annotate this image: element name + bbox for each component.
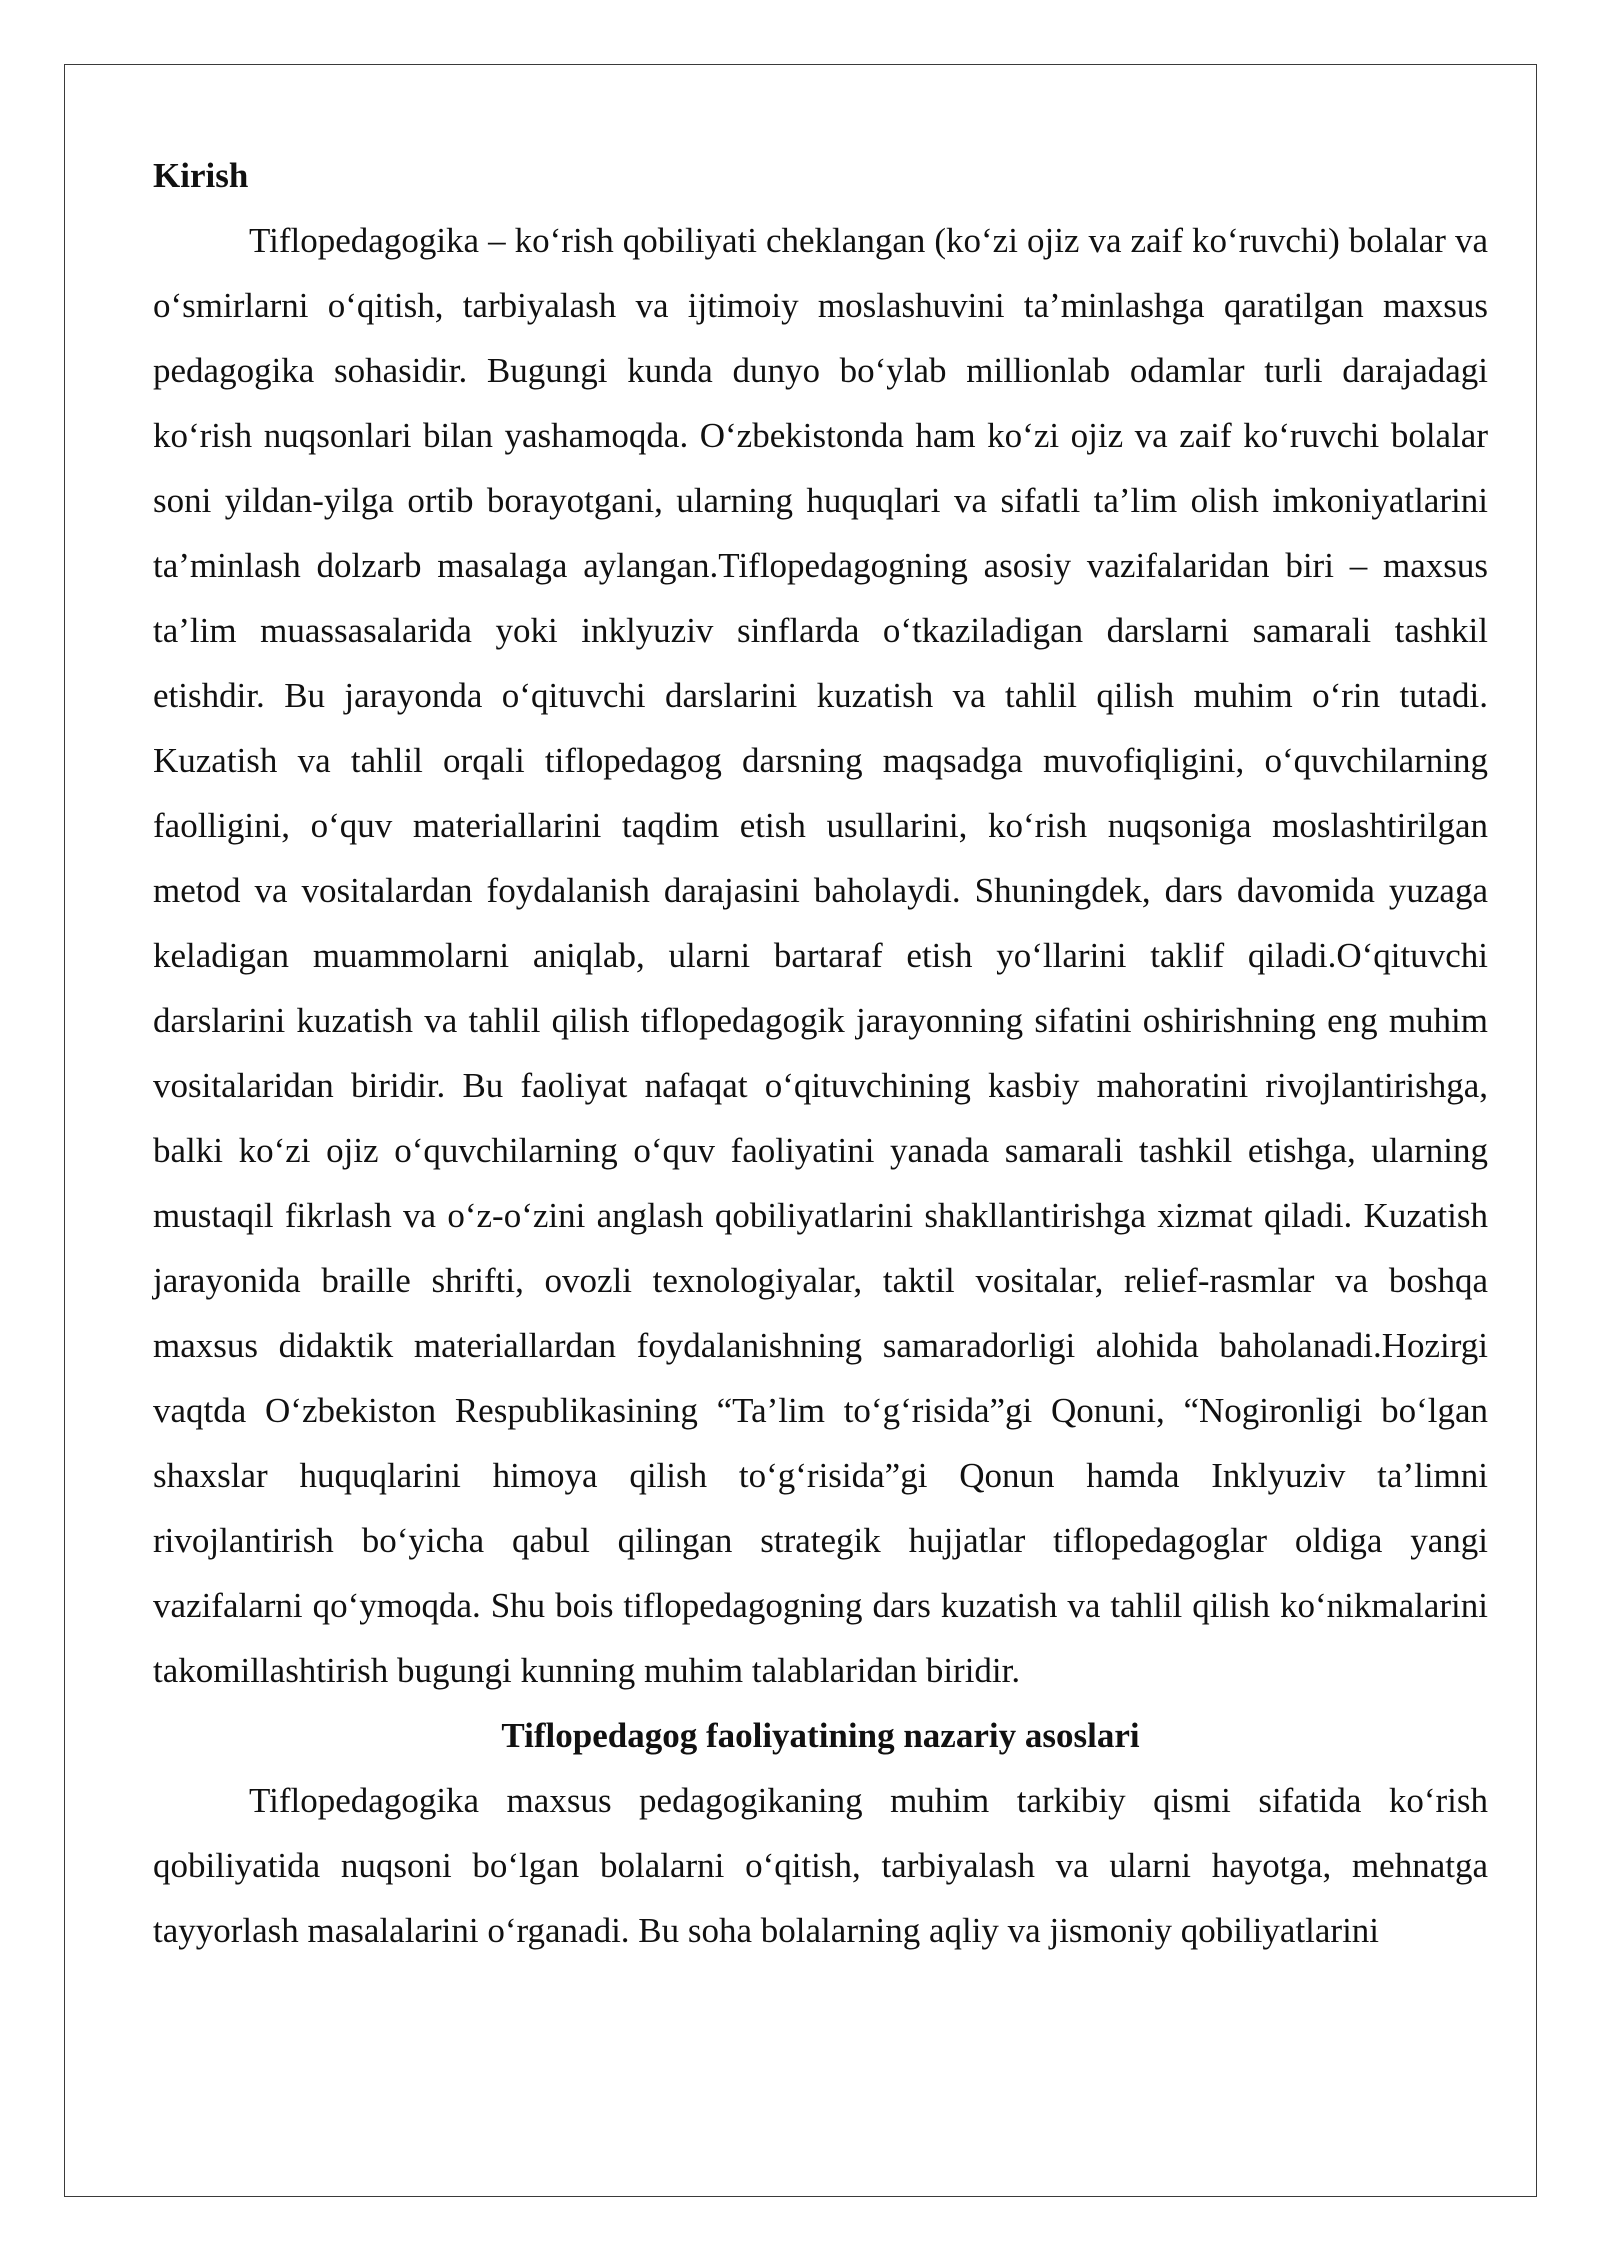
heading-theory-section: Tiflopedagog faoliyatining nazariy asoslari — [501, 1716, 1140, 1755]
document-body — [153, 143, 1488, 1963]
heading-introduction: Kirish — [153, 156, 249, 195]
paragraph-introduction: Tiflopedagogika – ko‘rish qobiliyati cheklangan (ko‘zi ojiz va zaif ko‘ruvchi) bolalar va o‘smirlarni o‘qitish, tarbiyalash va ijtimoiy moslashuvini ta’minlashga qaratilgan maxsus pedagogika sohasidir. Bugungi kunda dunyo bo‘ylab millionlab odamlar turli darajadagi ko‘rish nuqsonlari bilan yashamoqda. O‘zbekistonda ham ko‘zi ojiz va zaif ko‘ruvchi bolalar soni yildan-yilga ortib borayotgani, ularning huquqlari va sifatli ta’lim olish imkoniyatlarini ta’minlash dolzarb masalaga aylangan.Tiflopedagogning asosiy vazifalaridan biri – maxsus ta’lim muassasalarida yoki inklyuziv sinflarda o‘tkaziladigan darslarni samarali tashkil etishdir. Bu jarayonda o‘qituvchi darslarini kuzatish va tahlil qilish muhim o‘rin tutadi. Kuzatish va tahlil orqali tiflopedagog darsning maqsadga muvofiqligini, o‘quvchilarning faolligini, o‘quv materiallarini taqdim etish usullarini, ko‘rish nuqsoniga moslashtirilgan metod va vositalardan foydalanish darajasini baholaydi. Shuningdek, dars davomida yuzaga keladigan muammolarni aniqlab, ularni bartaraf etish yo‘llarini taklif qiladi.O‘qituvchi darslarini kuzatish va tahlil qilish tiflopedagogik jarayonning sifatini oshirishning eng muhim vositalaridan biridir. Bu faoliyat nafaqat o‘qituvchining kasbiy mahoratini rivojlantirishga, balki ko‘zi ojiz o‘quvchilarning o‘quv faoliyatini yanada samarali tashkil etishga, ularning mustaqil fikrlash va o‘z-o‘zini anglash qobiliyatlarini shakllantirishga xizmat qiladi. Kuzatish jarayonida braille shrifti, ovozli texnologiyalar, taktil vositalar, relief-rasmlar va boshqa maxsus didaktik materiallardan foydalanishning samaradorligi alohida baholanadi.Hozirgi vaqtda O‘zbekiston Respublikasining “Ta’lim to‘g‘risida”gi Qonuni, “Nogironligi bo‘lgan shaxslar huquqlarini himoya qilish to‘g‘risida”gi Qonun hamda Inklyuziv ta’limni rivojlantirish bo‘yicha qabul qilingan strategik hujjatlar tiflopedagoglar oldiga yangi vazifalarni qo‘ymoqda. Shu bois tiflopedagogning dars kuzatish va tahlil qilish ko‘nikmalarini takomillashtirish bugungi kunning muhim talablaridan biridir. — [153, 221, 1488, 1690]
paragraph-theory-section: Tiflopedagogika maxsus pedagogikaning muhim tarkibiy qismi sifatida ko‘rish qobiliyatida nuqsoni bo‘lgan bolalarni o‘qitish, tarbiyalash va ularni hayotga, mehnatga tayyorlash masalalarini o‘rganadi. Bu soha bolalarning aqliy va jismoniy qobiliyatlarini — [153, 1781, 1488, 1950]
